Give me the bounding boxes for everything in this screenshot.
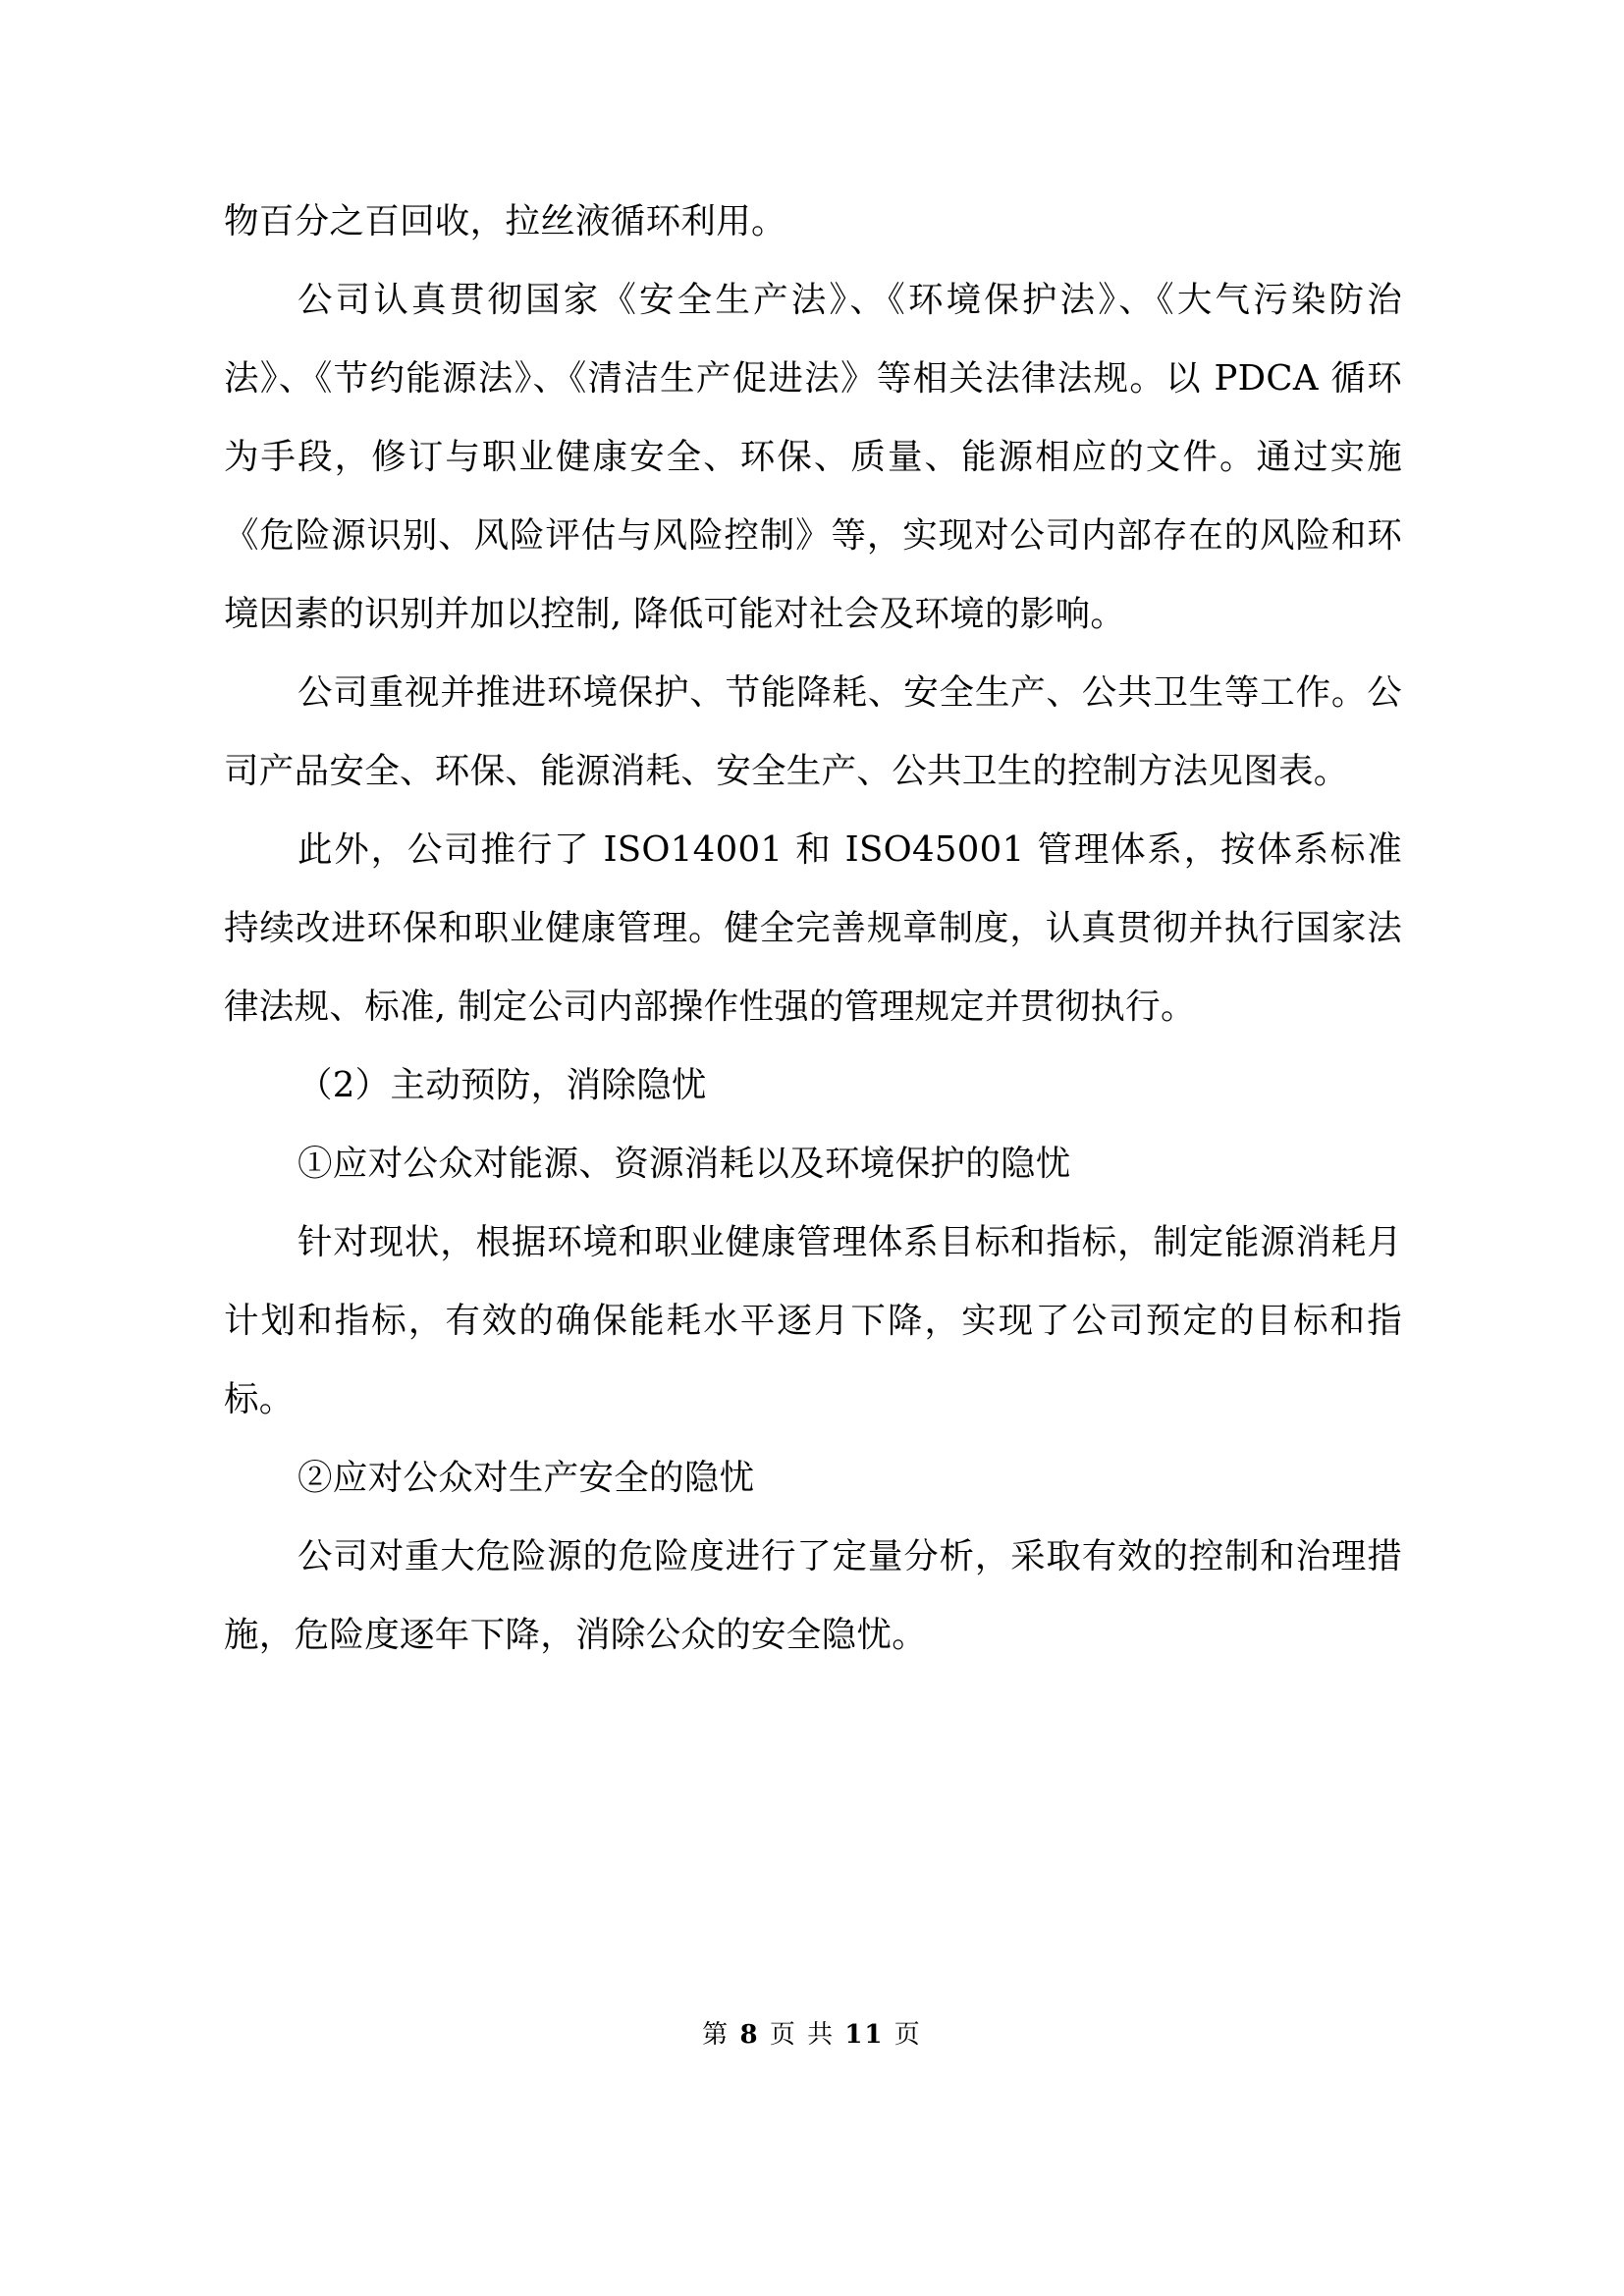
page-content: [224, 183, 1402, 1675]
footer-suffix: 页: [893, 2020, 922, 2050]
footer-prefix: 第: [702, 2020, 731, 2050]
paragraph: 公司认真贯彻国家《安全生产法》、《环境保护法》、《大气污染防治法》、《节约能源法》、《清洁生产促进法》等相关法律法规。以 PDCA 循环为手段，修订与职业健康安全、环保、质量、能源相应的文件。通过实施《危险源识别、风险评估与风险控制》等，实现对公司内部存在的风险和环境因素的识别并加以控制, 降低可能对社会及环境的影响。: [224, 280, 1402, 634]
page-footer: [0, 2014, 1624, 2051]
paragraph: 公司对重大危险源的危险度进行了定量分析，采取有效的控制和治理措施，危险度逐年下降，消除公众的安全隐忧。: [224, 1536, 1402, 1655]
footer-middle: 页 共: [769, 2020, 836, 2050]
footer-total-pages: 11: [844, 2020, 885, 2050]
paragraph: 针对现状，根据环境和职业健康管理体系目标和指标，制定能源消耗月计划和指标，有效的确保能耗水平逐月下降，实现了公司预定的目标和指标。: [224, 1222, 1402, 1419]
footer-current-page: 8: [739, 2020, 760, 2050]
paragraph: 物百分之百回收，拉丝液循环利用。: [224, 201, 786, 241]
paragraph: 此外，公司推行了 ISO14001 和 ISO45001 管理体系，按体系标准持续改进环保和职业健康管理。健全完善规章制度，认真贯彻并执行国家法律法规、标准, 制定公司内部操作性强的管理规定并贯彻执行。: [224, 829, 1402, 1027]
paragraph: ①应对公众对能源、资源消耗以及环境保护的隐忧: [298, 1144, 1071, 1184]
paragraph: （2）主动预防，消除隐忧: [298, 1065, 707, 1105]
paragraph: ②应对公众对生产安全的隐忧: [298, 1458, 755, 1498]
paragraph: 公司重视并推进环境保护、节能降耗、安全生产、公共卫生等工作。公司产品安全、环保、能源消耗、安全生产、公共卫生的控制方法见图表。: [224, 672, 1402, 791]
